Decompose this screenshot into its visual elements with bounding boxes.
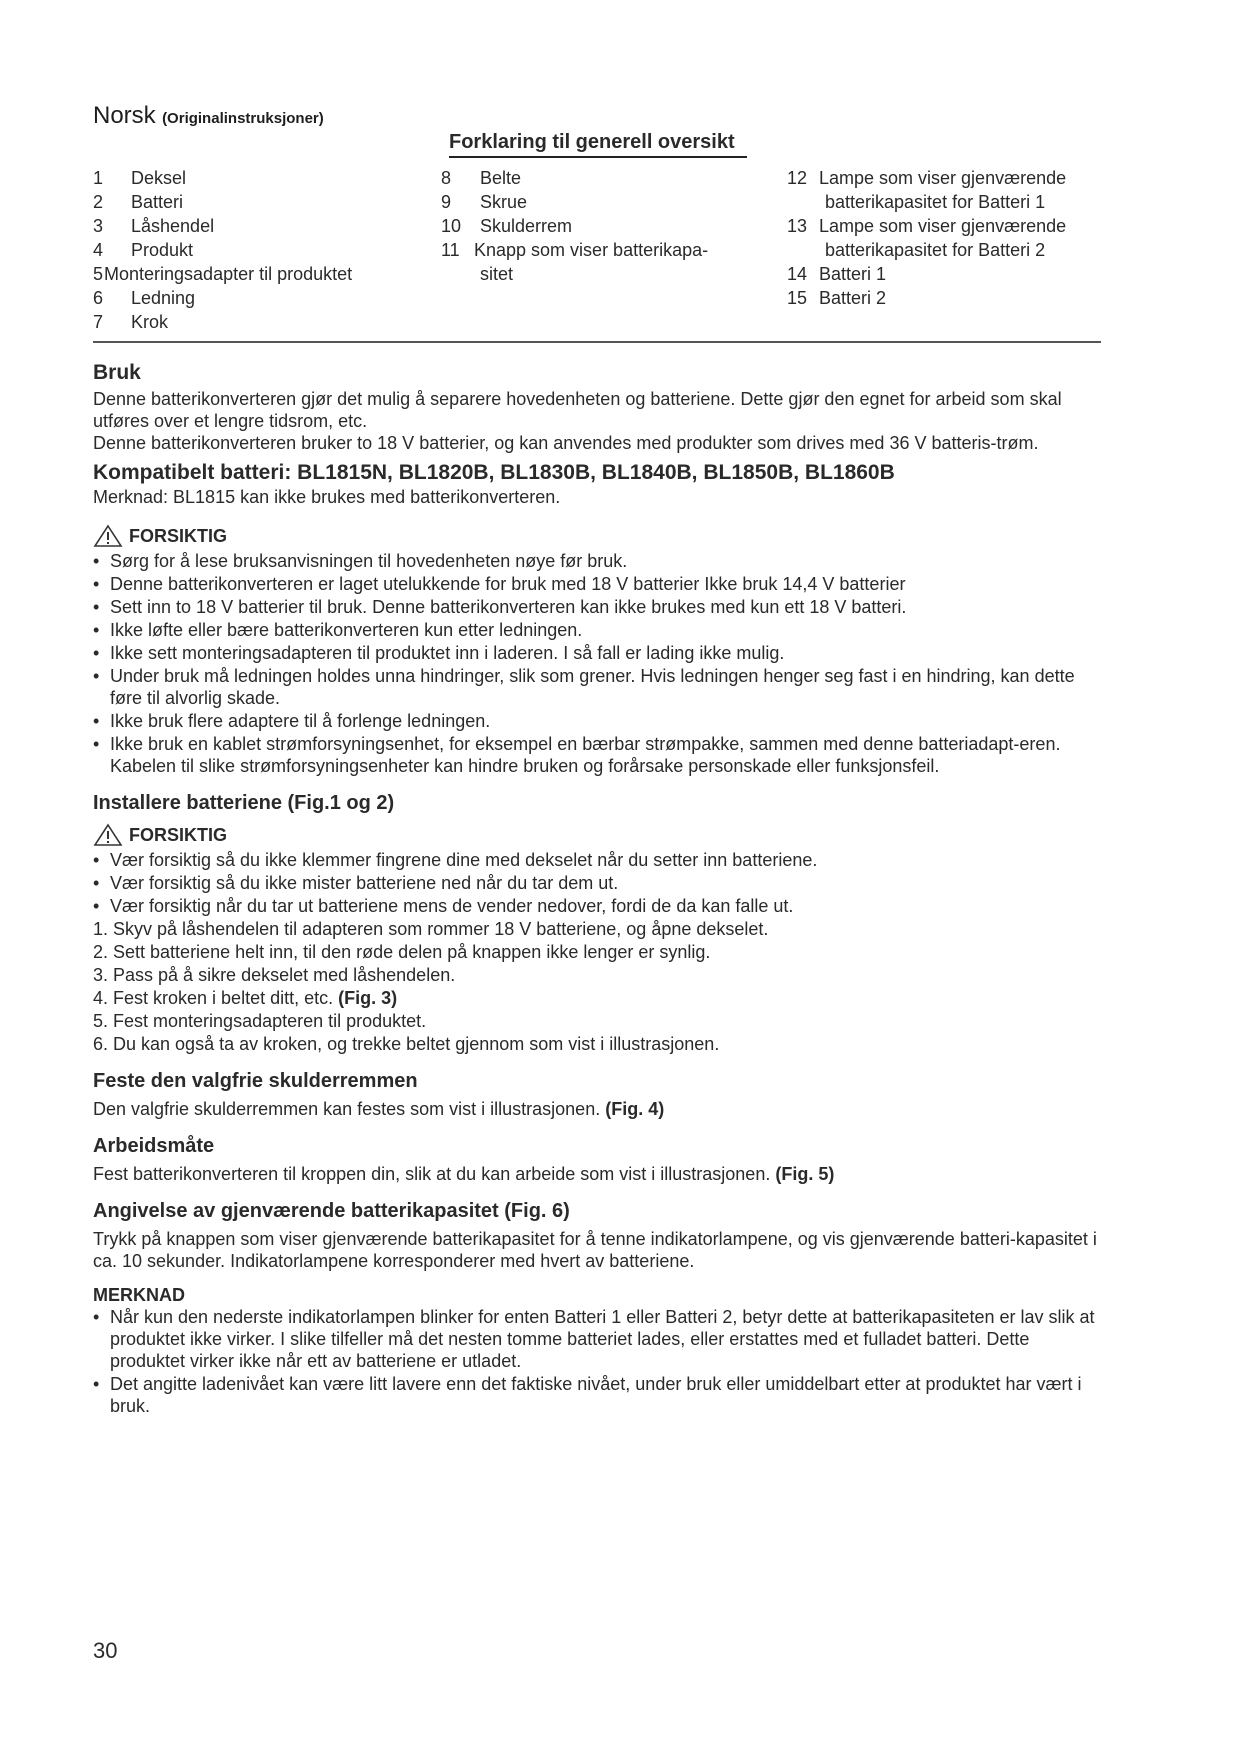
language-name: Norsk xyxy=(93,102,156,129)
figure-reference: (Fig. 3) xyxy=(338,988,398,1008)
caution-heading xyxy=(93,823,1103,847)
list-item: • Sett inn to 18 V batterier til bruk. Denne batterikonverteren kan ikke brukes med kun ett 18 V batteri. xyxy=(93,596,1103,618)
caution-label: FORSIKTIG xyxy=(129,526,227,546)
overview-item-continuation: sitet xyxy=(480,264,514,284)
overview-column-1 xyxy=(93,166,443,334)
list-item: • Sørg for å lese bruksanvisningen til hovedenheten nøye før bruk. xyxy=(93,550,1103,572)
paragraph: Trykk på knappen som viser gjenværende batterikapasitet for å tenne indikatorlampene, og vis gjenværende batteri-kapasitet i ca. 10 sekunder. Indikatorlampene korresponderer med hvert av batteriene. xyxy=(93,1229,1097,1271)
compatible-battery-heading: Kompatibelt batteri: BL1815N, BL1820B, BL1830B, BL1840B, BL1850B, BL1860B xyxy=(93,461,895,484)
section-title-bruk: Bruk xyxy=(93,361,141,384)
caution-heading xyxy=(93,524,1103,548)
list-item: • Ikke bruk flere adaptere til å forlenge ledningen. xyxy=(93,710,1103,732)
caution-label: FORSIKTIG xyxy=(129,825,227,845)
step-item: 6. Du kan også ta av kroken, og trekke beltet gjennom som vist i illustrasjonen. xyxy=(93,1034,720,1054)
battery-note: Merknad: BL1815 kan ikke brukes med batterikonverteren. xyxy=(93,487,561,507)
list-item: • Ikke løfte eller bære batterikonverteren kun etter ledningen. xyxy=(93,619,1103,641)
overview-item: 9 Skrue xyxy=(441,192,528,212)
language-heading xyxy=(93,102,324,130)
overview-column-2 xyxy=(441,166,771,286)
step-item: 4. Fest kroken i beltet ditt, etc. (Fig. 3) xyxy=(93,988,398,1008)
step-item: 5. Fest monteringsadapteren til produktet. xyxy=(93,1011,427,1031)
list-item: • Ikke sett monteringsadapteren til produktet inn i laderen. I så fall er lading ikke mulig. xyxy=(93,642,1103,664)
overview-item: 13 Lampe som viser gjenværende xyxy=(787,216,1067,236)
overview-item: 7 Krok xyxy=(93,312,169,332)
warning-triangle-icon xyxy=(93,524,123,548)
overview-item: 1 Deksel xyxy=(93,168,187,188)
list-item: • Denne batterikonverteren er laget utelukkende for bruk med 18 V batterier Ikke bruk 14,4 V batterier xyxy=(93,573,1103,595)
overview-item: 5 Monteringsadapter til produktet xyxy=(93,264,353,284)
section-title-capacity: Angivelse av gjenværende batterikapasitet (Fig. 6) xyxy=(93,1200,570,1222)
overview-item: 10 Skulderrem xyxy=(441,216,573,236)
paragraph: Den valgfrie skulderremmen kan festes som vist i illustrasjonen. (Fig. 4) xyxy=(93,1099,665,1119)
overview-item: 2 Batteri xyxy=(93,192,184,212)
overview-column-3 xyxy=(787,166,1127,310)
paragraph: Fest batterikonverteren til kroppen din, slik at du kan arbeide som vist i illustrasjonen. (Fig. 5) xyxy=(93,1164,835,1184)
page-number: 30 xyxy=(93,1638,118,1663)
overview-item: 8 Belte xyxy=(441,168,522,188)
overview-item-continuation: batterikapasitet for Batteri 2 xyxy=(825,240,1046,260)
section-title-shoulder-strap: Feste den valgfrie skulderremmen xyxy=(93,1070,418,1092)
step-item: 1. Skyv på låshendelen til adapteren som rommer 18 V batteriene, og åpne dekselet. xyxy=(93,919,769,939)
overview-item: 3 Låshendel xyxy=(93,216,215,236)
section-divider xyxy=(93,341,1101,343)
overview-item: 14 Batteri 1 xyxy=(787,264,887,284)
overview-item: 15 Batteri 2 xyxy=(787,288,887,308)
language-subtitle: (Originalinstruksjoner) xyxy=(162,110,324,127)
warning-triangle-icon xyxy=(93,823,123,847)
overview-item: 6 Ledning xyxy=(93,288,196,308)
main-content xyxy=(93,361,1103,1418)
caution-list xyxy=(93,550,1103,777)
step-item: 2. Sett batteriene helt inn, til den røde delen på knappen ikke lenger er synlig. xyxy=(93,942,711,962)
install-steps xyxy=(93,918,1103,1055)
overview-item-continuation: batterikapasitet for Batteri 1 xyxy=(825,192,1046,212)
list-item: • Under bruk må ledningen holdes unna hindringer, slik som grener. Hvis ledningen henger seg fast i en hindring, kan dette føre til alvorlig skade. xyxy=(93,665,1103,709)
overview-item: 11 Knapp som viser batterikapa- xyxy=(441,240,709,260)
figure-reference: (Fig. 5) xyxy=(775,1164,835,1184)
note-list xyxy=(93,1306,1103,1417)
overview-item: 4 Produkt xyxy=(93,240,194,260)
step-item: 3. Pass på å sikre dekselet med låshendelen. xyxy=(93,965,456,985)
figure-reference: (Fig. 4) xyxy=(605,1099,665,1119)
section-title-work: Arbeidsmåte xyxy=(93,1135,215,1157)
list-item: • Vær forsiktig så du ikke mister batteriene ned når du tar dem ut. xyxy=(93,872,1103,894)
list-item: • Det angitte ladenivået kan være litt lavere enn det faktiske nivået, under bruk eller umiddelbart etter at produktet har vært i bruk. xyxy=(93,1373,1103,1417)
overview-title: Forklaring til generell oversikt xyxy=(449,131,747,158)
list-item: • Vær forsiktig så du ikke klemmer fingrene dine med dekselet når du setter inn batteriene. xyxy=(93,849,1103,871)
paragraph: Denne batterikonverteren bruker to 18 V batterier, og kan anvendes med produkter som drives med 36 V batteris-trøm. xyxy=(93,433,1039,453)
overview-item: 12 Lampe som viser gjenværende xyxy=(787,168,1067,188)
list-item: • Når kun den nederste indikatorlampen blinker for enten Batteri 1 eller Batteri 2, betyr dette at batterikapasiteten er lav slik at produktet ikke virker. I slike tilfeller må det nesten tomme batteriet lades, eller erstattes med et fulladet batteri. Dette produktet virker ikke når ett av batteriene er utladet. xyxy=(93,1306,1103,1372)
paragraph: Denne batterikonverteren gjør det mulig å separere hovedenheten og batteriene. Dette gjør den egnet for arbeid som skal utføres over et lengre tidsrom, etc. xyxy=(93,389,1062,431)
caution-list xyxy=(93,849,1103,917)
note-heading: MERKNAD xyxy=(93,1285,185,1305)
list-item: • Vær forsiktig når du tar ut batteriene mens de vender nedover, fordi de da kan falle ut. xyxy=(93,895,1103,917)
section-title-install: Installere batteriene (Fig.1 og 2) xyxy=(93,792,395,814)
list-item: • Ikke bruk en kablet strømforsyningsenhet, for eksempel en bærbar strømpakke, sammen med denne batteriadapt-eren. Kabelen til slike strømforsyningsenheter kan hindre bruken og forårsake personskade eller funksjonsfeil. xyxy=(93,733,1103,777)
